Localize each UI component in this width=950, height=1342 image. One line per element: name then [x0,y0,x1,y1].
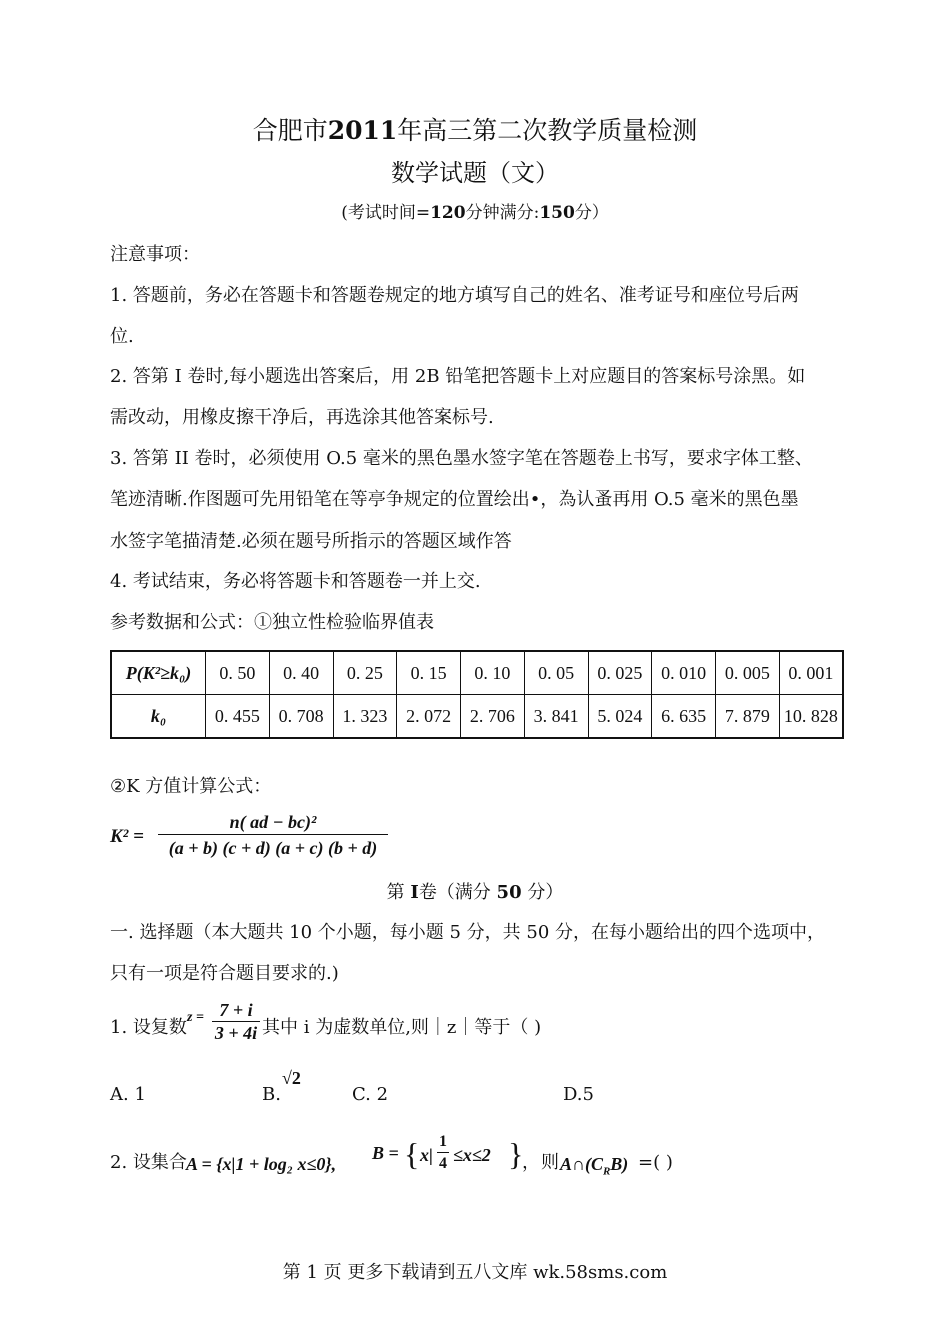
table-header-k0: k₀ [111,695,206,739]
notice-heading: 注意事项： [110,244,200,265]
exam-subtitle: 数学试题（文） [391,159,559,187]
table-cell: 0. 455 [206,695,270,739]
q1-z-label: z = [187,1010,204,1025]
q2-set-b-x: x| [420,1145,433,1165]
table-cell: 0. 10 [461,651,525,695]
notice-line-8: 4. 考试结束，务必将答题卡和答题卷一并上交. [110,571,481,592]
q2-tail: =( ) [638,1152,673,1173]
critical-value-table [110,650,844,739]
table-cell: 1. 323 [333,695,397,739]
table-cell: 5. 024 [588,695,652,739]
q2-set-b-denominator: 4 [439,1155,447,1172]
table-cell: 2. 706 [461,695,525,739]
table-cell: 0. 025 [588,651,652,695]
q2-set-b-close-brace: } [508,1136,524,1172]
notice-line-3: 2. 答第 I 卷时,每小题选出答案后，用 2B 铅笔把答题卡上对应题目的答案标号涂黑。如 [110,366,806,387]
q1-option-b-math: √2 [282,1068,301,1088]
table-cell: 3. 841 [524,695,588,739]
q2-set-b-range: ≤x≤2 [453,1145,491,1165]
q2-comma: ， [522,1152,540,1173]
table-cell: 0. 005 [716,651,780,695]
table-cell: 0. 010 [652,651,716,695]
notice-line-6: 笔迹清晰.作图题可先用铅笔在等亭争规定的位置绘出•，為认蚤再用 O.5 毫米的黑色墨 [110,489,799,510]
q2-set-b-label: B = [372,1143,399,1163]
q2-expression: $A\cap(C_RB)$ [560,1154,629,1178]
notice-line-5: 3. 答第 II 卷时，必须使用 O.5 毫米的黑色墨水签字笔在答题卷上书写，要求字体工整、 [110,448,813,469]
q2-prefix: 2. 设集合 [110,1152,187,1173]
q1-denominator: 3 + 4i [214,1023,258,1043]
formula-label: ②K 方值计算公式： [110,776,272,797]
table-cell: 0. 15 [397,651,461,695]
q2-set-a: A = {x|1 + log₂ x≤0}, [186,1154,337,1174]
formula-fraction-bar [158,834,388,835]
formula-lhs: K² = [110,826,144,847]
formula-numerator: n( ad − bc)² [229,812,317,832]
q2-set-b-open-brace: { [404,1136,420,1172]
table-cell: 0. 50 [206,651,270,695]
table-row [111,651,843,695]
section-instructions-2: 只有一项是符合题目要求的.) [110,963,339,984]
notice-line-2: 位. [110,326,134,347]
table-cell: 0. 40 [269,651,333,695]
q1-prefix: 1. 设复数 [110,1017,187,1038]
table-cell: 0. 001 [779,651,843,695]
notice-line-1: 1. 答题前，务必在答题卡和答题卷规定的地方填写自己的姓名、准考证号和座位号后两 [110,285,799,306]
q2-set-b-fraction-bar [437,1152,449,1153]
q2-then: 则 [541,1152,559,1173]
q1-option-a: A. 1 [110,1084,146,1105]
formula-denominator: (a + b) (c + d) (a + c) (b + d) [168,838,378,858]
section-instructions-1: 一. 选择题（本大题共 10 个小题，每小题 5 分，共 50 分，在每小题给出的四个选项中， [110,922,826,943]
table-cell: 7. 879 [716,695,780,739]
q1-option-c: C. 2 [352,1084,389,1105]
page-footer: 第 1 页 更多下载请到五八文库 wk.58sms.com [282,1262,668,1283]
reference-intro: 参考数据和公式：①独立性检验临界值表 [110,612,434,633]
notice-line-7: 水签字笔描清楚.必须在题号所指示的答题区域作答 [110,531,512,552]
q1-fraction-bar [212,1021,260,1022]
table-cell: 0. 708 [269,695,333,739]
q1-option-d: D.5 [563,1084,594,1105]
table-cell: 10. 828 [779,695,843,739]
q1-numerator: 7 + i [219,1000,253,1020]
table-header-p: P(K²≥k₀) [111,651,206,695]
table-cell: 0. 25 [333,651,397,695]
exam-time: (考试时间=120分钟满分:150分） [341,203,609,223]
table-cell: 0. 05 [524,651,588,695]
table-cell: 2. 072 [397,695,461,739]
q2-set-b-numerator: 1 [439,1133,447,1150]
part1-title: 第 I卷（满分 50 分） [386,882,564,903]
exam-title: 合肥市2011年高三第二次教学质量检测 [252,116,698,145]
table-cell: 6. 635 [652,695,716,739]
q1-suffix: 其中 i 为虚数单位,则｜z｜等于（ ) [262,1017,542,1038]
notice-line-4: 需改动，用橡皮擦干净后，再选涂其他答案标号. [110,407,494,428]
q1-option-b: B. [262,1084,281,1105]
table-row [111,695,843,739]
